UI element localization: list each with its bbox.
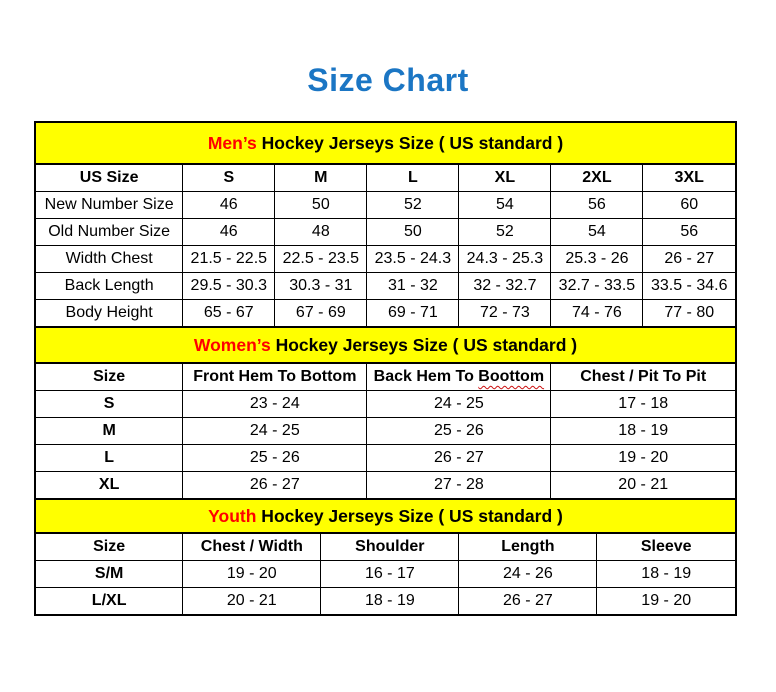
youth-banner-highlight: Youth	[208, 506, 257, 526]
size-value-cell: 17 - 18	[551, 391, 735, 418]
size-value-cell: 56	[551, 192, 643, 219]
size-value-cell: 25.3 - 26	[551, 246, 643, 273]
size-value-cell: 24 - 26	[459, 561, 597, 588]
table-row	[36, 561, 735, 588]
size-value-cell: 21.5 - 22.5	[183, 246, 275, 273]
table-row	[36, 246, 735, 273]
womens-header-row	[36, 364, 735, 391]
row-label: L/XL	[36, 588, 183, 615]
size-value-cell: 32.7 - 33.5	[551, 273, 643, 300]
size-value-cell: 54	[459, 192, 551, 219]
page-title: Size Chart	[307, 62, 469, 98]
column-header: L	[367, 165, 459, 192]
mens-banner-highlight: Men’s	[207, 133, 257, 153]
size-value-cell: 18 - 19	[321, 588, 459, 615]
size-value-cell: 16 - 17	[321, 561, 459, 588]
column-header: Front Hem To Bottom	[183, 364, 367, 391]
size-value-cell: 74 - 76	[551, 300, 643, 327]
size-value-cell: 18 - 19	[551, 418, 735, 445]
row-label: New Number Size	[36, 192, 183, 219]
size-value-cell: 26 - 27	[643, 246, 735, 273]
table-row	[36, 300, 735, 327]
size-value-cell: 29.5 - 30.3	[183, 273, 275, 300]
table-row	[36, 192, 735, 219]
column-header: M	[275, 165, 367, 192]
womens-banner-highlight: Women’s	[193, 335, 271, 355]
size-value-cell: 25 - 26	[183, 445, 367, 472]
womens-size-table	[36, 364, 735, 498]
column-header: Sleeve	[597, 534, 735, 561]
size-value-cell: 65 - 67	[183, 300, 275, 327]
column-header: US Size	[36, 165, 183, 192]
size-value-cell: 52	[367, 192, 459, 219]
column-header: Shoulder	[321, 534, 459, 561]
youth-size-table	[36, 534, 735, 614]
size-value-cell: 23 - 24	[183, 391, 367, 418]
size-value-cell: 19 - 20	[597, 588, 735, 615]
column-header: Chest / Width	[183, 534, 321, 561]
size-value-cell: 31 - 32	[367, 273, 459, 300]
size-value-cell: 69 - 71	[367, 300, 459, 327]
row-label: XL	[36, 472, 183, 499]
mens-section-banner	[36, 123, 735, 165]
row-label: L	[36, 445, 183, 472]
table-row	[36, 472, 735, 499]
size-chart	[34, 121, 737, 616]
row-label: M	[36, 418, 183, 445]
womens-banner-text: Hockey Jerseys Size ( US standard )	[270, 335, 578, 355]
row-label: S/M	[36, 561, 183, 588]
size-value-cell: 26 - 27	[183, 472, 367, 499]
size-value-cell: 26 - 27	[367, 445, 551, 472]
youth-banner-text: Hockey Jerseys Size ( US standard )	[256, 506, 563, 526]
size-value-cell: 27 - 28	[367, 472, 551, 499]
size-chart-page	[0, 58, 776, 616]
row-label: S	[36, 391, 183, 418]
size-value-cell: 25 - 26	[367, 418, 551, 445]
table-row	[36, 445, 735, 472]
size-value-cell: 72 - 73	[459, 300, 551, 327]
table-row	[36, 219, 735, 246]
row-label: Back Length	[36, 273, 183, 300]
column-header: Back Hem To Boottom	[367, 364, 551, 391]
mens-size-table	[36, 165, 735, 326]
row-label: Width Chest	[36, 246, 183, 273]
size-value-cell: 48	[275, 219, 367, 246]
mens-header-row	[36, 165, 735, 192]
size-value-cell: 46	[183, 219, 275, 246]
table-row	[36, 588, 735, 615]
size-value-cell: 50	[275, 192, 367, 219]
size-value-cell: 52	[459, 219, 551, 246]
row-label: Old Number Size	[36, 219, 183, 246]
size-value-cell: 22.5 - 23.5	[275, 246, 367, 273]
size-value-cell: 54	[551, 219, 643, 246]
size-value-cell: 77 - 80	[643, 300, 735, 327]
column-header: 3XL	[643, 165, 735, 192]
size-value-cell: 20 - 21	[551, 472, 735, 499]
mens-banner-text: Hockey Jerseys Size ( US standard )	[256, 133, 564, 153]
youth-section-banner	[36, 498, 735, 534]
youth-header-row	[36, 534, 735, 561]
size-value-cell: 26 - 27	[459, 588, 597, 615]
column-header: Length	[459, 534, 597, 561]
column-header: XL	[459, 165, 551, 192]
size-value-cell: 67 - 69	[275, 300, 367, 327]
size-value-cell: 19 - 20	[551, 445, 735, 472]
table-row	[36, 418, 735, 445]
size-value-cell: 18 - 19	[597, 561, 735, 588]
size-value-cell: 24 - 25	[367, 391, 551, 418]
column-header: Size	[36, 534, 183, 561]
size-value-cell: 60	[643, 192, 735, 219]
column-header: Chest / Pit To Pit	[551, 364, 735, 391]
misspelled-word: Boottom	[478, 368, 545, 385]
size-value-cell: 24.3 - 25.3	[459, 246, 551, 273]
table-row	[36, 391, 735, 418]
size-value-cell: 32 - 32.7	[459, 273, 551, 300]
size-value-cell: 46	[183, 192, 275, 219]
column-header: 2XL	[551, 165, 643, 192]
table-row	[36, 273, 735, 300]
size-value-cell: 19 - 20	[183, 561, 321, 588]
size-value-cell: 30.3 - 31	[275, 273, 367, 300]
womens-section-banner	[36, 326, 735, 364]
size-value-cell: 23.5 - 24.3	[367, 246, 459, 273]
size-value-cell: 24 - 25	[183, 418, 367, 445]
column-header: Size	[36, 364, 183, 391]
size-value-cell: 20 - 21	[183, 588, 321, 615]
size-value-cell: 56	[643, 219, 735, 246]
column-header: S	[183, 165, 275, 192]
row-label: Body Height	[36, 300, 183, 327]
size-value-cell: 50	[367, 219, 459, 246]
size-value-cell: 33.5 - 34.6	[643, 273, 735, 300]
